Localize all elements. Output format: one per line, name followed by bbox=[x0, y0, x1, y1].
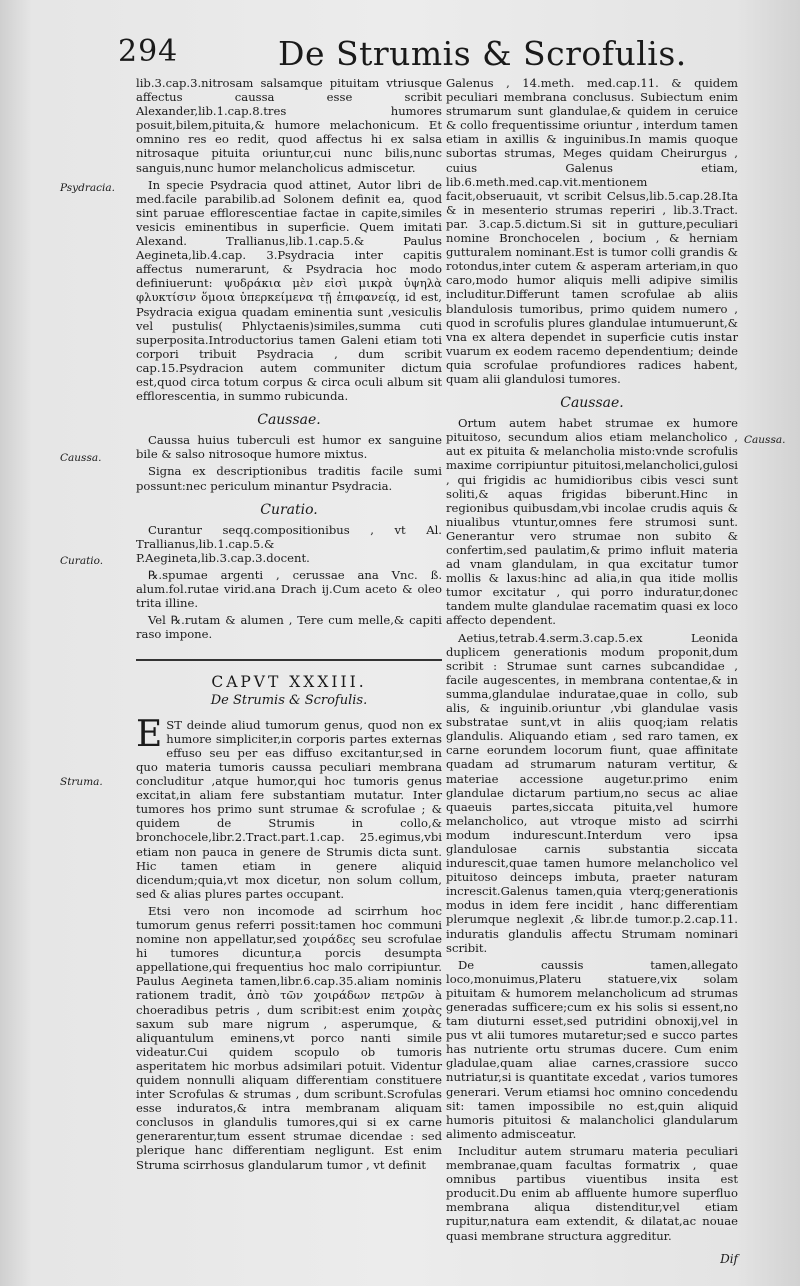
margin-note-struma: Struma. bbox=[60, 776, 103, 788]
page-header bbox=[118, 34, 758, 74]
paragraph-text: ST deinde aliud tumorum genus, quod non ex humore simpliciter,in corporis partes externas effuso seu per eas diffuso excitantur,sed in quo materia tumoris caussa peculiari membrana concluditur ,atque humor,qui hoc tumoris genus excitat,in aliam fere substantiam mutatur. Inter tumores hos primo sunt strumae & scrofulae ; & quidem de Strumis in collo,& bronchocele,libr.2.Tract.part.1.cap. 25.egimus,vbi etiam non pauca in genere de Strumis dicta sunt. Hic tamen etiam in genere aliquid dicendum;quia,vt mox dicetur, non solum collum, sed & alias plures partes occupant. bbox=[136, 717, 442, 901]
chapter-title: CAPVT XXXIII. bbox=[211, 673, 367, 692]
paragraph: Includitur autem strumaru materia peculiari membranae,quam facultas formatrix , quae omnibus partibus viuentibus insita est producit.Du enim ab affluente humore superfluo membrana aliqua distenditur,vel etiam rupitur,natura eam extendit, & dilatat,ac nouae quasi membrane structura aggreditur. bbox=[446, 1143, 738, 1243]
paragraph: Curantur seqq.compositionibus , vt Al. Trallianus,lib.1.cap.5.& P.Aegineta,lib.3.cap.3.docent. bbox=[136, 522, 442, 565]
paragraph: Signa ex descriptionibus traditis facile sumi possunt:nec periculum minantur Psydracia. bbox=[136, 464, 442, 493]
catchword: Dif bbox=[720, 1252, 738, 1266]
drop-cap: E bbox=[136, 713, 163, 755]
paragraph: De caussis tamen,allegato loco,monuimus,Plateru statuere,vix solam pituitam & humorem melancholicum ad strumas generadas sufficere;cum ex his solis si essent,no tam diuturni esset,sed putridini obnoxij,vel in pus vt alii tumores mutaretur;sed e succo partes has nutriente ortu strumas ducere. Cum enim gladulae,quam aliae carnes,crassiore succo nutriatur,si is quantitate excedat , varios tumores generari. Verum etiamsi hoc omnino concedendu sit: tamen impossibile no est,quin aliquid humoris pituitosi & malancholici glandularum alimento admisceatur. bbox=[446, 957, 738, 1141]
page-number: 294 bbox=[118, 34, 179, 69]
paragraph: ℞.spumae argenti , cerussae ana Vnc. ß. alum.fol.rutae virid.ana Drach ij.Cum aceto & oleo trita illine. bbox=[136, 568, 442, 611]
section-heading-caussae: Caussae. bbox=[257, 412, 321, 429]
margin-note-curatio: Curatio. bbox=[60, 555, 104, 567]
paragraph: Ortum autem habet strumae ex humore pituitoso, secundum alios etiam melancholico , aut ex pituita & melancholia misto:vnde scrofulis maxime corripiuntur pituitosi,melancholici,gulosi , qui frigidis ac humidioribus cibis vesci sunt soliti,& aquas frigidas biberunt.Hinc in regionibus quibusdam,vbi incolae crudis aquis & niualibus vtuntur,omnes fere strumosi sunt. Generantur vero strumae non subito & confertim,sed paulatim,& primo influit materia ad vnam glandulam, in qua excitatur tumor mollis & laxus:hinc ad alia,in qua itide mollis tumor excitatur , qui porro induratur,donec tandem multe glandulae racematim quasi ex loco affecto dependent. bbox=[446, 416, 738, 628]
running-title: De Strumis & Scrofulis. bbox=[278, 34, 687, 73]
right-column bbox=[446, 76, 738, 1246]
paragraph: In specie Psydracia quod attinet, Autor libri de med.facile parabilib.ad Solonem definit ea, quod sint paruae efflorescentiae factae in capite,similes vesicis eminentibus in superficie. Quem imitati Alexand. Trallianus,lib.1.cap.5.& Paulus Aegineta,lib.4.cap. 3.Psydracia inter capitis affectus numerarunt, & Psydracia hoc modo definiuerunt: ψυδράκια μὲν εἰσὶ μικρὰ ὑψηλὰ φλυκτίσιν ὅμοια ὑπερκείμενα τῇ ἐπιφανείᾳ, id est, Psydracia exigua quadam eminentia sunt ,vesiculis vel pustulis( Phlyctaenis)similes,summa cuti superposita.Introductorius tamen Galeni etiam toti corpori tribuit Psydracia , dum scribit cap.15.Psydracion autem communiter dictum est,quod circa totum corpus & circa oculi album sit efflorescentia, in summo rubicunda. bbox=[136, 177, 442, 404]
chapter-subtitle: De Strumis & Scrofulis. bbox=[210, 692, 368, 708]
paragraph: Aetius,tetrab.4.serm.3.cap.5.ex Leonida duplicem generationis modum proponit,dum scribit : Strumae sunt carnes subcandidae , facile augescentes, in membrana contentae,& in summa,glandulae induratae,quae in collo, sub alis, & inguinib.oriuntur ,vbi glandulae vasis substratae sunt,vt in aliis quoq;iam relatis glandulis. Aliquando etiam , sed raro tamen, ex carne eorundem locorum fiunt, quae affinitate quadam ad strumarum naturam vertitur, & materiae accessione augetur.primo enim glandulae dictarum partium,no secus ac aliae quaeuis partes,siccata pituita,vel humore melancholico, aut vtroque misto ad scirrhi modum indurescunt.Interdum vero ipsa glandulosae carnis substantia siccata indurescit,quae tamen humore melancholico vel pituitoso deinceps imbuta, praeter naturam increscit.Galenus tamen,quia vterq;generationis modus in idem fere incidit , hanc differentiam plerumque neglexit ,& libr.de tumor.p.2.cap.11. induratis glandulis affectu Strumam nominari scribit. bbox=[446, 630, 738, 955]
margin-note-psydracia: Psydracia. bbox=[60, 182, 115, 194]
section-heading-caussae-right: Caussae. bbox=[560, 395, 624, 412]
paragraph: Caussa huius tuberculi est humor ex sanguine bile & salso nitrosoque humore mixtus. bbox=[136, 433, 442, 462]
paragraph-opening bbox=[136, 713, 442, 901]
paragraph: Vel ℞.rutam & alumen , Tere cum melle,& capiti raso impone. bbox=[136, 613, 442, 642]
section-heading-curatio: Curatio. bbox=[260, 501, 318, 518]
paragraph: Etsi vero non incomode ad scirrhum hoc tumorum genus referri possit:tamen hoc communi nomine non appellatur,sed χοιράδες seu scrofulae hi tumores dicuntur,a porcis desumpta appellatione,qui frequentius hoc malo corripiuntur. Paulus Aegineta tamen,libr.6.cap.35.aliam nominis rationem tradit, ἀπὸ τῶν χοιράδων πετρῶν à choeradibus petris , dum scribit:est enim χοιρὰς saxum sub mare nigrum , asperumque, & aliquantulum eminens,vt porco nanti simile videatur.Cui quidem scopulo ob tumoris asperitatem hic morbus adsimilari potuit. Videntur quidem nonnulli aliquam differentiam constituere inter Scrofulas & strumas , dum scribunt.Scrofulas esse induratos,& intra membranam aliquam conclusos in glandulis tumores,qui si ex carne generarentur,tum essent strumae dicendae : sed plerique hanc differentiam negligunt. Est enim Struma scirrhosus glandularum tumor , vt definit bbox=[136, 903, 442, 1172]
margin-note-caussa-right: Caussa. bbox=[744, 434, 786, 446]
divider-rule bbox=[136, 659, 442, 661]
paragraph: Galenus , 14.meth. med.cap.11. & quidem peculiari membrana conclusus. Subiectum enim strumarum sunt glandulae,& quidem in ceruice & collo frequentissime oriuntur , interdum tamen etiam in axillis & inguinibus.In mamis quoque subortas strumas, Meges quidam Cheirurgus , cuius Galenus etiam, lib.6.meth.med.cap.vit.mentionem facit,obseruauit, vt scribit Celsus,lib.5.cap.28.Ita & in mesenterio strumas reperiri , lib.3.Tract. par. 3.cap.5.dictum.Si sit in gutture,peculiari nomine Bronchocelen , bocium , & herniam gutturalem nominant.Est is tumor colli grandis & rotondus,inter cutem & asperam arteriam,in quo caro,modo humor aliquis melli adipive similis includitur.Differunt tamen scrofulae ab aliis blandulosis tumoribus, primo quidem numero , quod in scrofulis plures glandulae intumuerunt,& vna ex altera dependet in superficie cutis instar vuarum ex eodem racemo dependentium; deinde quia scrofulae profundiores radices habent, quam alii glandulosi tumores. bbox=[446, 76, 738, 386]
left-column bbox=[136, 76, 442, 1175]
margin-note-caussa-left: Caussa. bbox=[60, 452, 102, 464]
paragraph: lib.3.cap.3.nitrosam salsamque pituitam vtriusque affectus caussa esse scribit Alexander,lib.1.cap.8.tres humores posuit,bilem,pituita,& humore melachonicum. Et omnino res eo redit, quod affectus hi ex salsa nitrosaque pituita oriuntur,cui nunc bilis,nunc sanguis,nunc humor melancholicus admiscetur. bbox=[136, 76, 442, 175]
